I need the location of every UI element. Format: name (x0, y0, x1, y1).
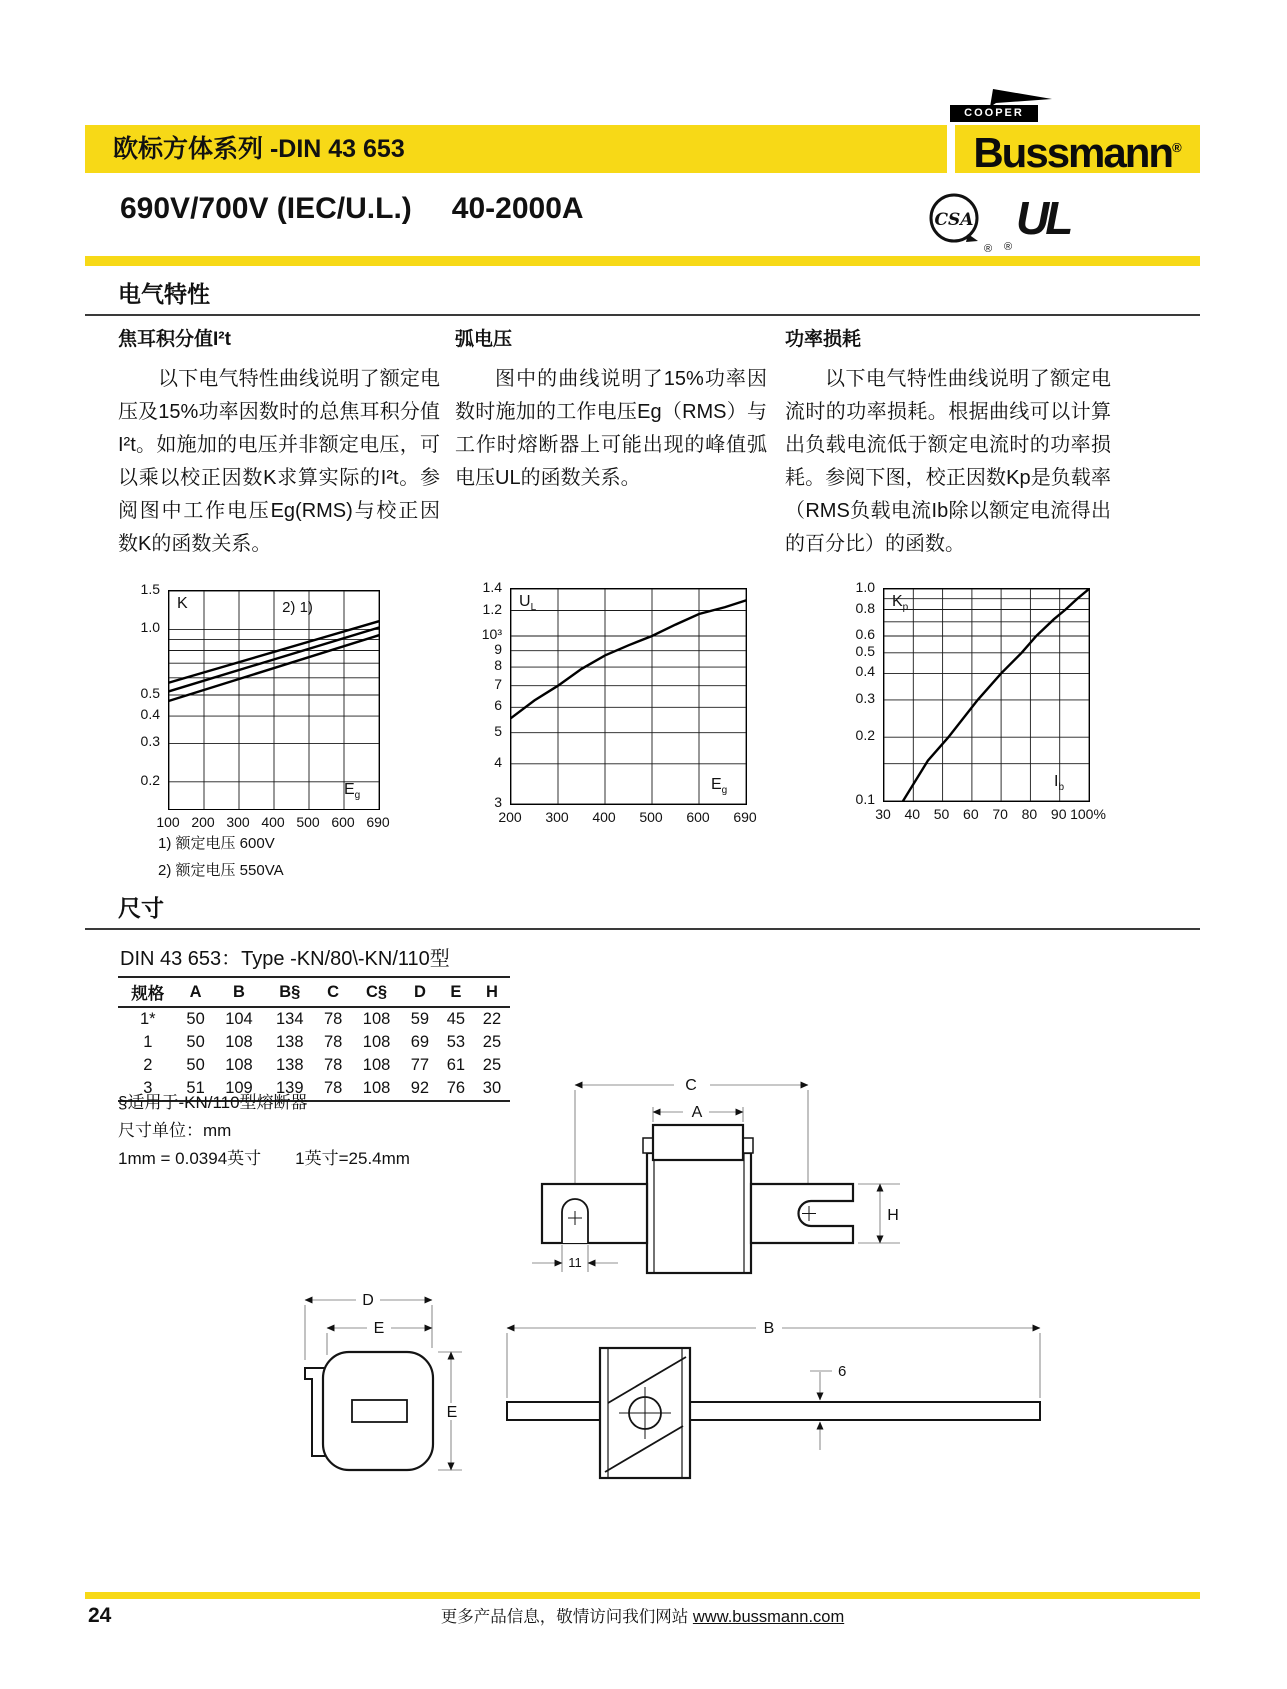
chart-i2t-correction-factor (108, 580, 448, 842)
dim-table-head-row (118, 977, 510, 1007)
product-voltage: 690V/700V (IEC/U.L.) (120, 192, 412, 225)
dimension-note: 1mm = 0.0394英寸 1英寸=25.4mm (118, 1149, 410, 1168)
y-axis-tick: 10³ (481, 625, 502, 642)
series-title-bar (85, 125, 947, 173)
plot-area (883, 588, 1090, 802)
footer-text (85, 1603, 1200, 1627)
dim-label-thickness: 6 (838, 1363, 847, 1380)
y-axis-tick: 1.5 (140, 581, 160, 597)
table-cell: 45 (446, 1010, 466, 1028)
dim-label-a: A (691, 1104, 703, 1121)
registered-mark: ® (1172, 140, 1182, 155)
x-axis-tick: 690 (733, 809, 757, 825)
y-axis-tick: 7 (494, 675, 502, 692)
page-number: 24 (88, 1604, 112, 1627)
plot-label: $K_p$ (892, 593, 909, 614)
table-cell: 78 (315, 1077, 351, 1101)
column-header: C§ (351, 977, 402, 1007)
table-cell: 30 (474, 1077, 510, 1101)
x-axis-tick: 30 (875, 806, 891, 822)
column-header: H (474, 977, 510, 1007)
y-axis-tick: 6 (494, 697, 502, 714)
table-cell: 134 (275, 1010, 304, 1028)
section-rule (85, 314, 1200, 316)
column-header: C (315, 977, 351, 1007)
table-cell: 78 (323, 1033, 343, 1051)
table-cell: 2 (143, 1056, 153, 1074)
ul-label: UL (1016, 192, 1070, 244)
x-axis-tick: 200 (498, 809, 522, 825)
table-cell: 78 (323, 1010, 343, 1028)
x-axis-tick: 90 (1050, 806, 1067, 822)
series-annotation: 2) 1) (282, 598, 313, 616)
y-axis-tick: 0.3 (855, 689, 875, 706)
x-axis-tick: 600 (686, 809, 710, 825)
y-axis-tick: 0.6 (855, 626, 875, 643)
x-axis-tick: 400 (261, 814, 285, 830)
column-header: B§ (264, 977, 315, 1007)
column-body: 图中的曲线说明了15%功率因数时施加的工作电压Eg（RMS）与工作时熔断器上可能出现的峰值弧电压UL的函数关系。 (455, 368, 767, 489)
y-axis-tick: 0.4 (140, 706, 160, 723)
table-cell: 50 (186, 1033, 205, 1051)
y-axis-tick: 1.4 (482, 579, 502, 595)
column-title: 功率损耗 (785, 329, 862, 350)
table-cell: 76 (438, 1077, 474, 1101)
dim-label-b: B (763, 1320, 775, 1337)
bussmann-wordmark: Bussmann (973, 129, 1173, 176)
y-axis-tick: 4 (494, 753, 502, 770)
x-axis-tick: 400 (592, 809, 616, 825)
x-axis-tick: 200 (191, 814, 215, 830)
table-cell: 78 (323, 1056, 343, 1074)
chart-power-loss (823, 578, 1163, 840)
table-cell: 92 (402, 1077, 438, 1101)
footer-yellow-bar (85, 1592, 1200, 1599)
y-axis-tick: 0.2 (140, 771, 160, 788)
table-cell: 53 (446, 1033, 466, 1051)
table-cell: 25 (482, 1056, 502, 1074)
dim-label-c: C (685, 1077, 697, 1094)
table-cell: 108 (225, 1033, 253, 1051)
table-cell: 3 (118, 1077, 178, 1101)
column-power-loss (785, 324, 1111, 561)
y-axis-tick: 0.3 (140, 733, 160, 750)
column-title: 焦耳积分值I²t (118, 329, 231, 350)
table-cell: 1* (139, 1010, 156, 1028)
table-cell: 69 (410, 1033, 430, 1051)
x-axis-tick: 300 (545, 809, 569, 825)
table-cell: 139 (264, 1077, 315, 1101)
column-i2t (118, 324, 440, 561)
y-axis-tick: 0.2 (855, 727, 875, 744)
yellow-divider (85, 256, 1200, 266)
y-axis-tick: 1.2 (482, 600, 502, 617)
y-axis-tick: 0.5 (140, 685, 160, 701)
x-axis-tick: 70 (992, 806, 1008, 822)
table-row (118, 1031, 510, 1054)
y-axis-tick: 0.5 (855, 642, 875, 659)
section-rule (85, 928, 1200, 930)
column-body: 以下电气特性曲线说明了额定电流时的功率损耗。根据曲线可以计算出负载电流低于额定电流时的功率损耗。参阅下图，校正因数Kp是负载率（RMS负载电流Ib除以额定电流得出的百分比）的函数。 (785, 368, 1111, 555)
ul-registered-mark: ® (1004, 241, 1013, 253)
cooper-logo (950, 88, 1070, 124)
ul-certification-icon (1002, 186, 1097, 261)
y-axis-tick: 8 (494, 657, 502, 674)
table-cell: 108 (351, 1077, 402, 1101)
fuse-technical-drawing (250, 1060, 1230, 1520)
csa-label: CSA (934, 210, 974, 230)
table-cell: 108 (362, 1033, 391, 1051)
plot-label: $I_b$ (1054, 773, 1065, 794)
table-cell: 108 (362, 1010, 391, 1028)
dim-label-h: H (887, 1207, 899, 1224)
dim-label-d: D (362, 1292, 374, 1309)
plot-label: $E_g$ (344, 781, 361, 802)
dim-label-e2: E (446, 1404, 458, 1421)
y-axis-tick: 3 (494, 794, 502, 810)
table-cell: 61 (446, 1056, 466, 1074)
y-axis-tick: 1.0 (140, 619, 160, 636)
column-header: 规格 (118, 977, 178, 1007)
footer-prefix: 更多产品信息，敬情访问我们网站 (440, 1608, 693, 1626)
column-title: 弧电压 (455, 329, 513, 350)
section-title-dimensions: 尺寸 (118, 895, 164, 921)
x-axis-tick: 500 (296, 814, 320, 830)
x-axis-tick: 40 (904, 806, 921, 822)
plot-label: $U_L$ (519, 593, 537, 614)
dim-label-e: E (373, 1320, 385, 1337)
table-cell: 22 (482, 1010, 502, 1028)
dimensions-subtitle: DIN 43 653：Type -KN/80\-KN/110型 (120, 948, 450, 970)
x-axis-tick: 100 (156, 814, 180, 830)
product-current-range: 40-2000A (451, 192, 584, 225)
column-arc-voltage (455, 324, 767, 495)
table-cell: 25 (482, 1033, 502, 1051)
series-title: 欧标方体系列 -DIN 43 653 (113, 135, 405, 163)
x-axis-tick: 600 (331, 814, 355, 830)
plot-label: K (177, 595, 188, 612)
footer-url-link[interactable]: www.bussmann.com (692, 1608, 845, 1626)
x-axis-tick: 50 (933, 806, 950, 822)
y-axis-tick: 0.1 (855, 791, 875, 807)
cooper-wordmark: COOPER (950, 105, 1038, 122)
table-cell: 1 (143, 1033, 153, 1051)
column-header: B (214, 977, 265, 1007)
table-cell: 108 (225, 1056, 253, 1074)
footnote-2: 2) 额定电压 550VA (158, 862, 284, 879)
y-axis-tick: 0.4 (855, 663, 875, 680)
y-axis-tick: 1.0 (855, 579, 875, 595)
x-axis-tick: 300 (226, 814, 250, 830)
x-axis-tick: 100% (1070, 806, 1106, 822)
table-cell: 108 (362, 1056, 391, 1074)
table-row (118, 1007, 510, 1031)
table-cell: 109 (214, 1077, 265, 1101)
plot-area (168, 590, 380, 810)
y-axis-tick: 9 (494, 640, 502, 657)
table-cell: 138 (275, 1056, 304, 1074)
plot-label: $E_g$ (711, 776, 728, 797)
csa-certification-icon (922, 190, 1000, 263)
table-cell: 50 (186, 1056, 205, 1074)
dimension-note: 尺寸单位：mm (118, 1121, 232, 1140)
table-cell: 50 (186, 1010, 205, 1028)
x-axis-tick: 60 (963, 806, 979, 822)
chart-arc-voltage (450, 578, 800, 840)
table-cell: 77 (410, 1056, 430, 1074)
x-axis-tick: 500 (639, 809, 663, 825)
column-header: E (438, 977, 474, 1007)
y-axis-tick: 5 (494, 722, 502, 739)
y-axis-tick: 0.8 (855, 599, 875, 616)
x-axis-tick: 690 (366, 814, 390, 830)
csa-registered-mark: ® (984, 243, 993, 255)
product-title (120, 192, 584, 226)
table-cell: 51 (178, 1077, 214, 1101)
table-cell: 59 (410, 1010, 430, 1028)
table-cell: 138 (275, 1033, 304, 1051)
footnote-1: 1) 额定电压 600V (158, 835, 275, 852)
section-title-electrical: 电气特性 (118, 281, 210, 307)
dim-label-slot: 11 (568, 1255, 582, 1270)
column-header: D (402, 977, 438, 1007)
table-cell: 104 (225, 1010, 253, 1028)
x-axis-tick: 80 (1021, 806, 1038, 822)
column-body: 以下电气特性曲线说明了额定电压及15%功率因数时的总焦耳积分值I²t。如施加的电压并非额定电压，可以乘以校正因数K求算实际的I²t。参阅图中工作电压Eg(RMS)与校正因数K的函数关系。 (118, 368, 440, 555)
column-header: A (178, 977, 214, 1007)
plot-area (510, 588, 747, 805)
dimension-note: §适用于-KN/110型熔断器 (118, 1093, 308, 1112)
chart-footnotes (158, 830, 284, 884)
bussmann-logo (955, 125, 1200, 176)
